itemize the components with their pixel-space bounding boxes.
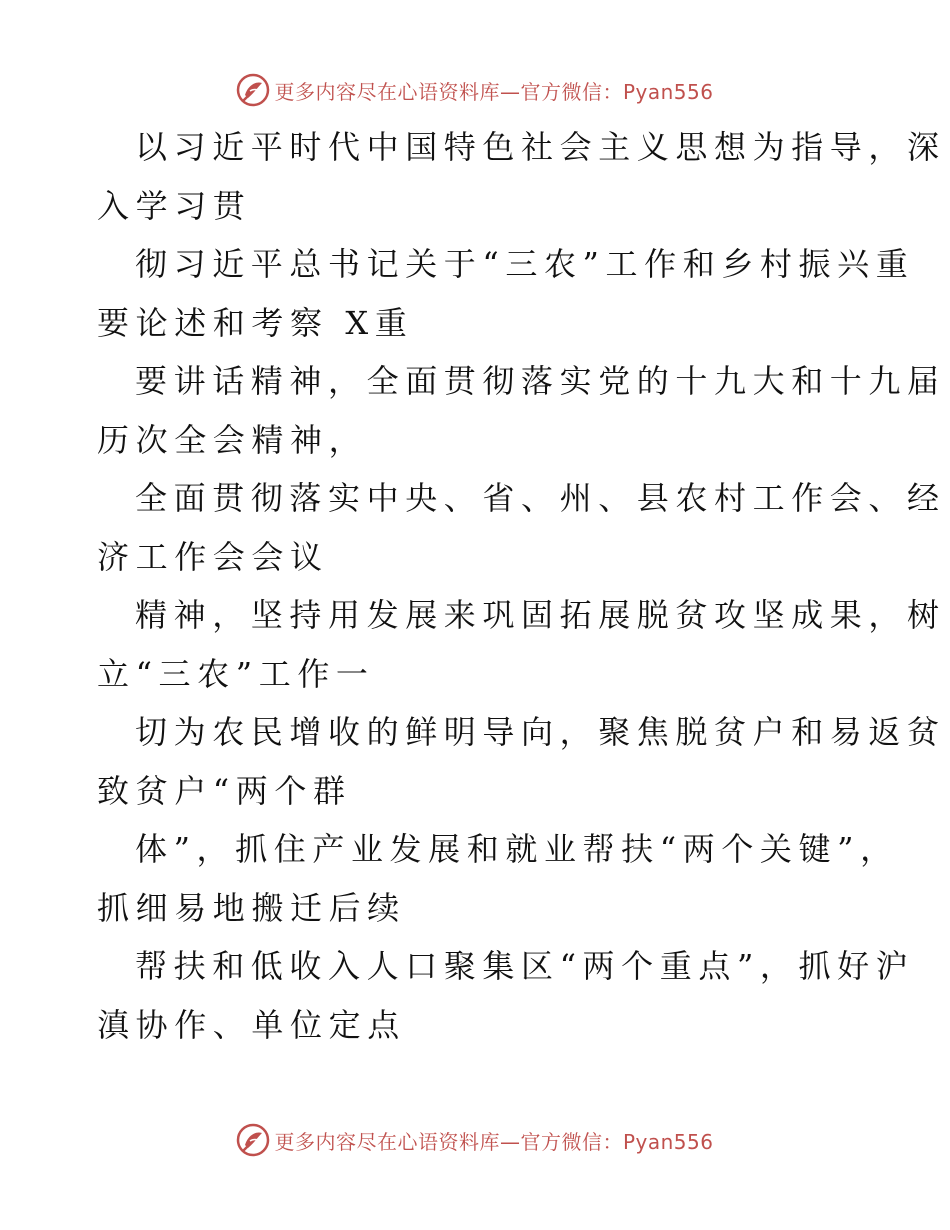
text-line: 致贫户“两个群: [97, 771, 352, 810]
text-line: 历次全会精神，: [97, 420, 368, 459]
text-line: 抓细易地搬迁后续: [97, 888, 406, 927]
text-line: 以习近平时代中国特色社会主义思想为指导，深: [135, 128, 946, 166]
watermark-text: 更多内容尽在心语资料库—官方微信：Pyan556: [274, 79, 714, 104]
rose-logo-icon: [236, 1123, 270, 1157]
text-line: 滇协作、单位定点: [97, 1005, 406, 1044]
watermark-text: 更多内容尽在心语资料库—官方微信：Pyan556: [274, 1129, 714, 1154]
rose-logo-icon: [236, 73, 270, 107]
text-line: 济工作会会议: [97, 537, 329, 576]
text-line: 体”，抓住产业发展和就业帮扶“两个关键”，: [135, 830, 899, 868]
text-line: 全面贯彻落实中央、省、州、县农村工作会、经: [135, 479, 946, 517]
text-line: 要论述和考察 X重: [97, 303, 414, 342]
text-line: 切为农民增收的鲜明导向，聚焦脱贫户和易返贫: [135, 713, 946, 751]
footer-watermark: [0, 1120, 950, 1160]
text-line: 立“三农”工作一: [97, 654, 375, 693]
text-line: 要讲话精神，全面贯彻落实党的十九大和十九届: [135, 362, 946, 400]
text-line: 帮扶和低收入人口聚集区“两个重点”，抓好沪: [135, 947, 915, 985]
document-body: [97, 118, 946, 1054]
text-line: 入学习贯: [97, 186, 252, 225]
text-line: 精神，坚持用发展来巩固拓展脱贫攻坚成果，树: [135, 596, 946, 634]
text-line: 彻习近平总书记关于“三农”工作和乡村振兴重: [135, 245, 915, 283]
header-watermark: [0, 70, 950, 110]
